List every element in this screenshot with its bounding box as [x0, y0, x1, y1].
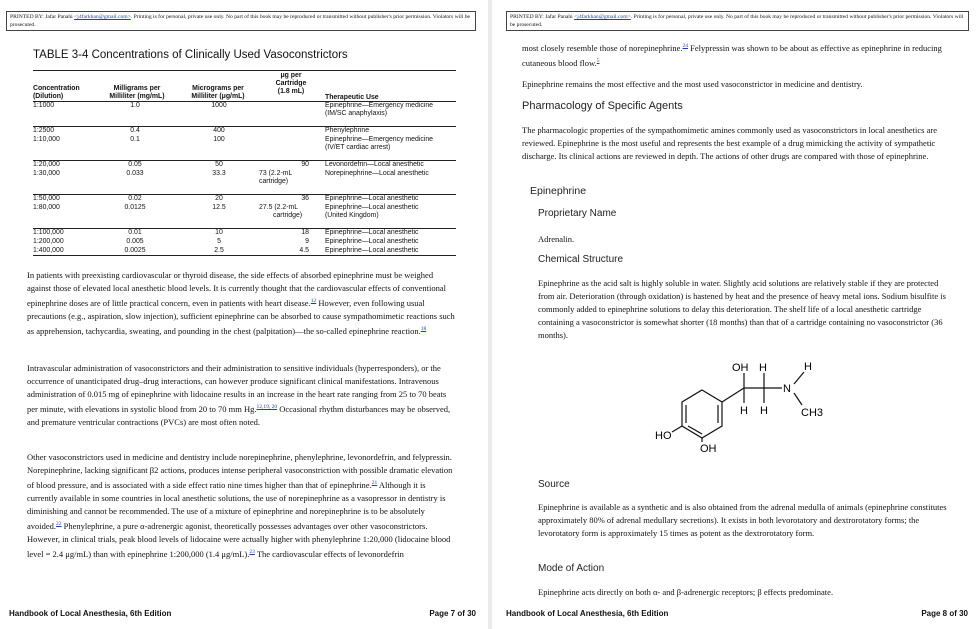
paragraph-mode-of-action: Epinephrine acts directly on both α- and β-adrenergic receptors; β effects predominate.	[538, 587, 834, 597]
table-row: 1:50,000 0.02 20 36 Epinephrine—Local anesthetic	[33, 195, 419, 202]
reference-link[interactable]: 18	[420, 326, 427, 333]
vasoconstrictor-table	[33, 70, 456, 256]
paragraph-epinephrine-most-effective: Epinephrine remains the most effective and the most used vasoconstrictor in medicine and dentistry.	[522, 79, 863, 89]
page-right	[492, 0, 978, 629]
structure-label-ho: HO	[655, 430, 672, 442]
paragraph-chemical-structure: Epinephrine as the acid salt is highly soluble in water. Slightly acid solutions are relatively stable if they are protected from air. Deterioration (through oxidation) is hastened by heat and the presence of heavy metal ions. Sodium bisulfite is commonly added to epinephrine solutions to delay this deterioration. The shelf life of a local anesthetic cartridge containing a vasoconstrictor is somewhat shorter (18 months) than that of a cartridge containing no vasoconstrictor (36 months).	[538, 278, 946, 341]
heading-pharmacology: Pharmacology of Specific Agents	[522, 100, 683, 112]
table-row: 1:2500 0.4 400 Phenylephrine	[33, 127, 370, 134]
reference-link[interactable]: 12,19, 20	[256, 404, 278, 411]
paragraph-other-vasoconstrictors: Other vasoconstrictors used in medicine and dentistry include norepinephrine, phenylephrine, levonordefrin, and felypressin. Norepinephrine, lacking significant β2 actions, produces intense peripheral vasoconstriction with possible dramatic elevation of blood pressure, and is associated with a side effect ratio nine times higher than that of epinephrine.$^{21}$ Although it is currently available in some countries in local anesthetic solutions, the use of norepinephrine as a vasopressor in dentistry is diminishing and cannot be recommended. The use of a mixture of epinephrine and norepinephrine is to be absolutely avoided.$^{22}$ Phenylephrine, a pure α-adrenergic agonist, theoretically possesses advantages over other vasoconstrictors. However, in clinical trials, peak blood levels of lidocaine were actually higher with phenylephrine 1:20,000 (lidocaine blood level = 2.4 μg/mL) than with epinephrine 1:200,000 (1.4 μg/mL).$^{23}$ The cardiovascular effects of levonordefrin	[27, 452, 453, 560]
printed-by-text: PRINTED BY: Jafar Panahi	[10, 14, 73, 20]
heading-source: Source	[538, 479, 570, 490]
paragraph-epinephrine-side-effects: In patients with preexisting cardiovascular or thyroid disease, the side effects of absorbed epinephrine must be weighed against those of elevated local anesthetic blood levels. It is currently thought that the cardiovascular effects of conventional epinephrine doses are of little practical concern, even in patients with heart disease.$^{12}$ However, even following usual precautions (e.g., aspiration, slow injection), sufficient epinephrine can be absorbed to cause sympathomimetic reactions such as apprehension, tachycardia, sweating, and pounding in the chest (palpitation)—the so-called epinephrine reaction.$^{18}$	[27, 270, 455, 337]
header-concentration: Concentration (Dilution)	[33, 85, 80, 101]
structure-label-ch3: CH3	[801, 407, 824, 419]
footer-book-title: Handbook of Local Anesthesia, 6th Edition	[9, 609, 172, 618]
email-link[interactable]: <j4farkhan@gmail.com>	[74, 14, 131, 20]
reference-link[interactable]: 21	[371, 480, 378, 487]
table-row: 1:200,000 0.005 5 9 Epinephrine—Local anesthetic	[33, 238, 419, 245]
structure-label-oh-top: OH	[732, 362, 749, 374]
page-left	[0, 0, 488, 629]
reference-link[interactable]: 24	[682, 43, 689, 49]
footer-page-number: Page 7 of 30	[429, 609, 476, 618]
reference-link[interactable]: 23	[249, 549, 255, 556]
epinephrine-structure	[652, 358, 852, 458]
structure-label-h-bottom-2: H	[760, 405, 768, 417]
table-group-4	[33, 195, 456, 229]
print-notice	[506, 11, 969, 31]
notice-text: . Printing is for personal, private use only. No part of this book may be reproduced or transmitted without publisher's prior permission. Violators will be prosecuted.	[10, 14, 470, 28]
table-row: 1:10,000 0.1 100 Epinephrine—Emergency medicine (IV/ET cardiac arrest)	[33, 136, 434, 151]
structure-label-h-bottom-1: H	[740, 405, 748, 417]
heading-proprietary-name: Proprietary Name	[538, 208, 617, 219]
paragraph-felypressin: most closely resemble those of norepinephrine.$^{24}$ Felypressin was shown to be about as effective as epinephrine in reducing cutaneous blood flow.$^5$	[522, 42, 942, 68]
reference-link[interactable]: 12	[310, 298, 317, 305]
table-row: 1:20,000 0.05 50 90 Levonordefrin—Local anesthetic	[33, 161, 424, 168]
table-row: 1:1000 1.0 1000 Epinephrine—Emergency medicine (IM/SC anaphylaxis)	[33, 102, 434, 117]
table-row: 1:30,000 0.033 33.3 73 (2.2-mL cartridge) Norepinephrine—Local anesthetic	[33, 170, 429, 185]
table-group-3	[33, 161, 456, 195]
header-mg-per-ml: Milligrams per Milliliter (mg/mL)	[109, 85, 165, 101]
paragraph-pharmacology: The pharmacologic properties of the sympathomimetic amines commonly used as vasoconstrictors in local anesthetics are reviewed. Epinephrine is the most useful and represents the best example of a drug mimicking the activity of sympathetic discharge. Its clinical actions are reviewed in depth. The actions of other drugs are compared with those of epinephrine.	[522, 125, 937, 162]
header-ug-per-cartridge: μg per Cartridge (1.8 mL)	[275, 72, 307, 96]
paragraph-intravascular-administration: Intravascular administration of vasoconstrictors and their administration to sensitive individuals (hyperresponders), or the occurrence of unanticipated drug–drug interactions, can however produce significant clinical manifestations. Intravenous administration of 0.015 mg of epinephrine with lidocaine results in an increase in the heart rate ranging from 25 to 70 beats per minute, with elevations in systolic blood from 20 to 70 mm Hg.$^{12,19, 20}$ Occasional rhythm disturbances may be observed, and premature ventricular contractions (PVCs) are most often noted.	[27, 363, 451, 428]
table-row: 1:400,000 0.0025 2.5 4.5 Epinephrine—Local anesthetic	[33, 247, 419, 254]
print-notice	[6, 11, 476, 31]
table-group-5	[33, 229, 456, 256]
email-link[interactable]: <j4farkhan@gmail.com>	[574, 14, 631, 20]
heading-chemical-structure: Chemical Structure	[538, 254, 624, 265]
structure-label-n: N	[783, 383, 791, 395]
table-group-2	[33, 127, 456, 161]
table-title: TABLE 3-4 Concentrations of Clinically Used Vasoconstrictors	[33, 49, 348, 61]
header-ug-per-ml: Micrograms per Milliliter (μg/mL)	[191, 85, 245, 101]
reference-link[interactable]: 22	[56, 521, 62, 528]
structure-label-h-top: H	[759, 362, 767, 374]
header-therapeutic-use: Therapeutic Use	[325, 94, 379, 101]
footer-page-number: Page 8 of 30	[921, 609, 968, 618]
heading-epinephrine: Epinephrine	[530, 185, 587, 197]
footer-book-title: Handbook of Local Anesthesia, 6th Edition	[506, 609, 669, 618]
table-row: 1:100,000 0.01 10 18 Epinephrine—Local anesthetic	[33, 229, 419, 236]
table-row: 1:80,000 0.0125 12.5 27.5 (2.2-mL cartridge) Epinephrine—Local anesthetic (United Kingdom)	[33, 204, 419, 219]
proprietary-name-value: Adrenalin.	[538, 234, 575, 244]
paragraph-source: Epinephrine is available as a synthetic and is also obtained from the adrenal medulla of animals (epinephrine constitutes approximately 80% of adrenal medullary secretions). It exists in both levorotatory and dextrorotatory forms; the levorotatory form is approximately 15 times as potent as the dextrorotatory form.	[538, 502, 947, 539]
heading-mode-of-action: Mode of Action	[538, 563, 605, 574]
reference-link[interactable]: 5	[596, 57, 600, 64]
notice-text: . Printing is for personal, private use only. No part of this book may be reproduced or transmitted without publisher's prior permission. Violators will be prosecuted.	[510, 14, 964, 28]
table-header	[33, 70, 456, 102]
printed-by-text: PRINTED BY: Jafar Panahi	[510, 14, 573, 20]
table-group-1	[33, 102, 456, 127]
structure-label-h-right: H	[804, 361, 812, 373]
structure-label-oh-bottom: OH	[700, 443, 717, 455]
